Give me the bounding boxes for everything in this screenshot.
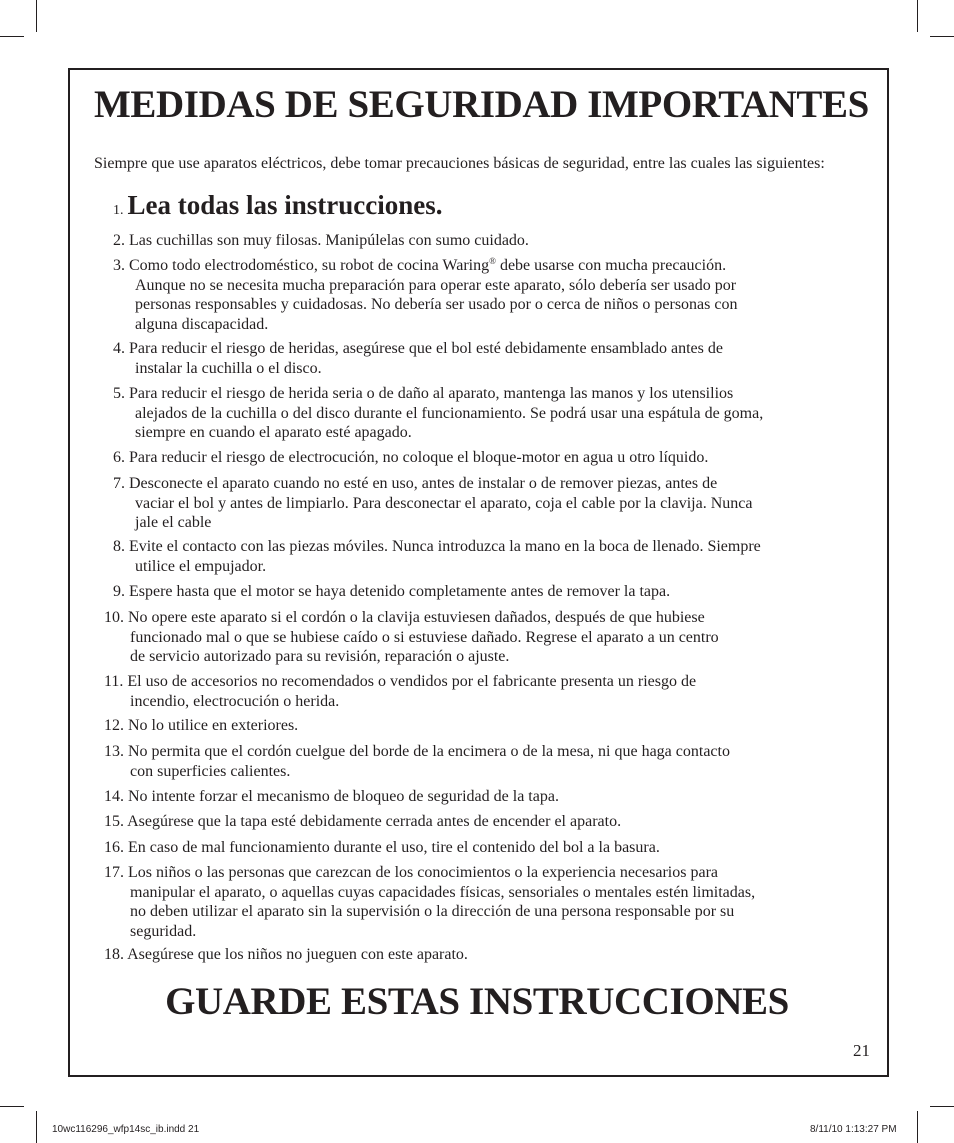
closing-heading: GUARDE ESTAS INSTRUCCIONES: [165, 980, 789, 1023]
list-item: 17. Los niños o las personas que carezcan de los conocimientos o la experiencia necesarios para manipular el aparato, o aquellas cuyas capacidades físicas, sensoriales o mentales estén limitadas, no deben utilizar el aparato sin la supervisión o la dirección de una persona responsable por su seguridad.: [104, 864, 756, 940]
list-item: 9. Espere hasta que el motor se haya detenido completamente antes de remover la tapa.: [113, 583, 671, 600]
crop-mark: [917, 0, 918, 32]
list-item: 15. Asegúrese que la tapa esté debidamente cerrada antes de encender el aparato.: [104, 813, 622, 830]
list-item: 10. No opere este aparato si el cordón o la clavija estuviesen dañados, después de que hubiese funcionado mal o que se hubiese caído o si estuviese dañado. Regrese el aparato a un centro de servicio autorizado para su revisión, reparación o ajuste.: [104, 609, 719, 665]
list-item: 7. Desconecte el aparato cuando no esté en uso, antes de instalar o de remover piezas, antes de vaciar el bol y antes de limpiarlo. Para desconectar el aparato, coja el cable por la clavija. Nunca jale el cable: [113, 475, 753, 531]
crop-mark: [0, 36, 24, 37]
list-item: 3. Como todo electrodoméstico, su robot de cocina Waring® debe usarse con mucha precaución. Aunque no se necesita mucha preparación para operar este aparato, sólo debería ser usado por personas responsables y cuidadosas. No debería ser usado por o cerca de niños o personas con alguna discapacidad.: [113, 256, 738, 333]
list-item: 16. En caso de mal funcionamiento durante el uso, tire el contenido del bol a la basura.: [104, 839, 660, 856]
list-item: 2. Las cuchillas son muy filosas. Manipúlelas con sumo cuidado.: [113, 232, 529, 249]
list-item: 18. Asegúrese que los niños no jueguen con este aparato.: [104, 946, 468, 963]
list-item: 8. Evite el contacto con las piezas móviles. Nunca introduzca la mano en la boca de llenado. Siempre utilice el empujador.: [113, 538, 761, 575]
page-title: MEDIDAS DE SEGURIDAD IMPORTANTES: [94, 83, 869, 126]
intro-paragraph: Siempre que use aparatos eléctricos, debe tomar precauciones básicas de seguridad, entre las cuales las siguientes:: [94, 155, 825, 172]
list-item: 5. Para reducir el riesgo de herida seria o de daño al aparato, mantenga las manos y los utensilios alejados de la cuchilla o del disco durante el funcionamiento. Se podrá usar una espátula de goma, siempre en cuando el aparato esté apagado.: [113, 385, 764, 441]
list-item: 1. Lea todas las instrucciones.: [113, 190, 443, 220]
crop-mark: [36, 1111, 37, 1143]
slug-timestamp: 8/11/10 1:13:27 PM: [810, 1124, 897, 1135]
page-number: 21: [853, 1041, 870, 1060]
slug-file-name: 10wc116296_wfp14sc_ib.indd 21: [52, 1124, 200, 1135]
crop-mark: [930, 36, 954, 37]
crop-mark: [36, 0, 37, 32]
list-item: 6. Para reducir el riesgo de electrocución, no coloque el bloque-motor en agua u otro líquido.: [113, 449, 709, 466]
crop-mark: [0, 1106, 24, 1107]
list-item: 4. Para reducir el riesgo de heridas, asegúrese que el bol esté debidamente ensamblado antes de instalar la cuchilla o el disco.: [113, 340, 723, 377]
crop-mark: [917, 1111, 918, 1143]
list-item: 11. El uso de accesorios no recomendados o vendidos por el fabricante presenta un riesgo de incendio, electrocución o herida.: [104, 673, 697, 710]
list-item: 14. No intente forzar el mecanismo de bloqueo de seguridad de la tapa.: [104, 788, 559, 805]
list-item: 13. No permita que el cordón cuelgue del borde de la encimera o de la mesa, ni que haga contacto con superficies calientes.: [104, 743, 730, 780]
list-item: 12. No lo utilice en exteriores.: [104, 717, 299, 734]
crop-mark: [930, 1106, 954, 1107]
